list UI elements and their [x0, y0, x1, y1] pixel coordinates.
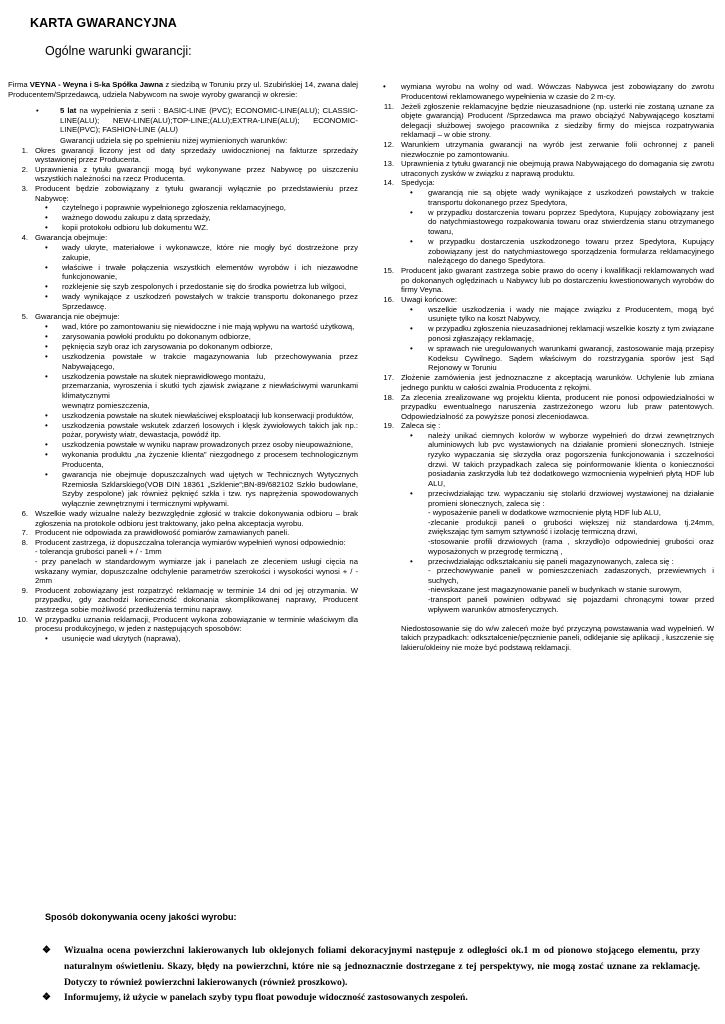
list-item: • wad, które po zamontowaniu się niewidoczne i nie mają wpływu na wartość użytkową, [35, 322, 358, 332]
diamond-bullet-icon: ❖ [42, 945, 51, 956]
item-text: Okres gwarancji liczony jest od daty sprzedaży uwidocznionej na fakturze sprzedaży wystawionej przez Producenta. [35, 145, 358, 165]
list-item: • gwarancją nie są objęte wady wynikające z uszkodzeń powstałych w trakcie transportu dokonanego przez Spedytora, [401, 188, 714, 207]
list-item: • usunięcie wad ukrytych (naprawa), [35, 634, 358, 644]
item-number: 19. [383, 421, 394, 431]
item-number: 9. [21, 585, 28, 595]
item-number: 3. [21, 183, 28, 193]
item-number: 12. [383, 140, 394, 150]
left-terms-list [8, 146, 358, 644]
sub-bullet-list [401, 431, 714, 614]
company-name: VEYNA - Weyna i S-ka Spółka Jawna [29, 80, 164, 89]
list-item: • w przypadku dostarczenia uszkodzonego towaru przez Spedytora, Kupujący zobowiązany jest do natychmiastowego sporządzenia formularza reklamacyjnego należącego do danego Spedytora. [401, 237, 714, 266]
terms-item [374, 421, 714, 652]
intro-paragraph: Firma VEYNA - Weyna i S-ka Spółka Jawna z siedzibą w Toruniu przy ul. Szubińskiej 14, zwana dalej Producentem/Sprzedawcą, udziela Nabywcom na swoje wyroby gwarancji w okresie: [8, 80, 358, 99]
list-item: • właściwe i trwałe połączenia wszystkich elementów wyrobów i ich niezawodne funkcjonowanie, [35, 263, 358, 282]
list-item: • wady wynikające z uszkodzeń powstałych w trakcie transportu dokonanego przez Sprzedawcę. [35, 292, 358, 311]
terms-item [8, 146, 358, 165]
terms-item [8, 538, 358, 586]
item-text: Jeżeli zgłoszenie reklamacyjne będzie nieuzasadnione (np. usterki nie zostaną uznane za objęte gwarancją) Producent /Sprzedawca ma prawo obciążyć Nabywającego kosztami delegacji służbowej swojego pracownika z siedziby firmy do miejsca rozpatrywania reklamacji – w obie strony. [401, 101, 714, 140]
item-text: Gwarancja nie obejmuje: [35, 312, 120, 322]
terms-item [374, 373, 714, 392]
terms-item [8, 509, 358, 528]
list-item: • kopii protokołu odbioru lub dokumentu WZ. [35, 223, 358, 233]
item-detail: - tolerancja grubości paneli + / - 1mm - przy panelach w standardowym wymiarze jak i panelach ze zleceniem usługi cięcia na wskazany wymiar, dopuszczalne odchylenie parametrów szerokości i wysokości wynosi + / - 2mm [35, 547, 358, 586]
item-number: 18. [383, 392, 394, 402]
item-text: Zaleca się : [401, 421, 441, 431]
page-title: KARTA GWARANCYJNA [30, 16, 177, 30]
item-number: 4. [21, 233, 28, 243]
conditions-intro: Gwarancji udziela się po spełnieniu niżej wymienionych warunków: [60, 135, 288, 145]
list-item: • w przypadku dostarczenia towaru poprzez Spedytora, Kupujący zobowiązany jest do natychmiastowego rozpakowania towaru oraz stwierdzenia stanu otrzymanego towaru, [401, 208, 714, 237]
sub-bullet-list [35, 203, 358, 233]
closing-note: Niedostosowanie się do w/w zaleceń może być przyczyną powstawania wad wypełnień. W takich przypadkach: odkształcenie/pęcznienie paneli, odklejanie się aplikacji , łuszczenie się lakieru/okleiny nie może być podstawą reklamacji. [401, 623, 714, 652]
item-number: 7. [21, 528, 28, 538]
left-column [8, 80, 358, 644]
item-text: Spedycja: [401, 178, 435, 188]
list-item: • w sprawach nie uregulowanych warunkami gwarancji, zastosowanie mają przepisy Kodeksu Cywilnego. Sądem właściwym do rozstrzygania sporów jest Sąd Rejonowy w Toruniu [401, 344, 714, 373]
list-item: • ważnego dowodu zakupu z datą sprzedaży, [35, 213, 358, 223]
sub-bullet-list [401, 188, 714, 266]
terms-item [374, 159, 714, 178]
item-number: 13. [383, 159, 394, 169]
sub-bullet-list [35, 322, 358, 509]
warranty-period: 5 lat [60, 106, 77, 116]
right-terms-list [374, 102, 714, 653]
item-text: Producent jako gwarant zastrzega sobie prawo do oceny i kwalifikacji reklamowanych wad po dokonanych oględzinach u Nabywcy lub po dostarczeniu kwestionowanych wyrobów do firmy Veyna. [401, 266, 714, 295]
terms-item [8, 165, 358, 184]
item-number: 5. [21, 312, 28, 322]
item-text: Uprawnienia z tytułu gwarancji mogą być wykonywane przez Nabywcę po uiszczeniu wszystkich należności na rzecz Producenta. [35, 164, 358, 184]
item-text: Warunkiem utrzymania gwarancji na wyrób jest zerwanie folii ochronnej z paneli niezwłocznie po zamontowaniu. [401, 140, 714, 159]
item-text: Uprawnienia z tytułu gwarancji nie obejmują prawa Nabywającego do domagania się zwrotu utraconych zysków w związku z naprawą produktu. [401, 159, 714, 178]
sub-bullet-list [35, 634, 358, 644]
item-text: Producent będzie zobowiązany z tytułu gwarancji wyłącznie po przedstawieniu przez Nabywcę: [35, 183, 358, 203]
terms-item [374, 295, 714, 373]
quality-rule: ❖ Informujemy, iż użycie w panelach szyby typu float powoduje widoczność zastosowanych zespoleń. [64, 990, 700, 1006]
item-text: Producent zastrzega, iż dopuszczalna tolerancja wymiarów wypełnień wynosi odpowiednio: [35, 537, 346, 547]
terms-item [8, 184, 358, 233]
item-text: Producent nie odpowiada za prawidłowość pomiarów zamawianych paneli. [35, 528, 290, 538]
list-item: • w przypadku zgłoszenia nieuzasadnionej reklamacji wszelkie koszty z tym związane ponosi zgłaszający reklamację, [401, 324, 714, 343]
list-item: • należy unikać ciemnych kolorów w wyborze wypełnień do drzwi zewnętrznych aluminiowych lub pvc wystawionych na działanie promieni słonecznych. Istnieje ryzyko wypaczania się skrzydła oraz pogorszenia funkcjonowania i szczelności drzwi. W takich przypadkach zaleca się poinformowanie klienta o konieczności posiadania zaskrzydła lub też dodatkowego wzmocnienia wypełnień płytą HDF lub ALU, [401, 431, 714, 489]
sub-bullet-list [401, 305, 714, 373]
item-number: 8. [21, 537, 28, 547]
quality-heading: Sposób dokonywania oceny jakości wyrobu: [45, 912, 237, 922]
diamond-bullet-icon: ❖ [42, 992, 51, 1003]
list-item: • pęknięcia szyb oraz ich zarysowania po dokonanym odbiorze, [35, 342, 358, 352]
list-item: • uszkodzenia powstałe wskutek zdarzeń losowych i klęsk żywiołowych takich jak np.: pożar, porywisty wiatr, dewastacja, powódź itp. [35, 421, 358, 440]
item-text: Wszelkie wady wizualne należy bezwzględnie zgłosić w trakcie dokonywania odbioru – brak zgłoszenia na protokole odbioru jest traktowany, jako pełna akceptacja wyrobu. [35, 509, 358, 528]
item-number: 14. [383, 178, 394, 188]
list-item: • czytelnego i poprawnie wypełnionego zgłoszenia reklamacyjnego, [35, 203, 358, 213]
item-number: 6. [21, 509, 28, 519]
continued-bullets [374, 82, 714, 101]
list-item: • zarysowania powłoki produktu po dokonanym odbiorze, [35, 332, 358, 342]
terms-item [8, 615, 358, 644]
list-item: • uszkodzenia powstałe w trakcie magazynowania lub przechowywania przez Nabywającego, [35, 352, 358, 371]
item-number: 2. [21, 164, 28, 174]
terms-item [8, 312, 358, 508]
item-number: 1. [21, 145, 28, 155]
item-text: Uwagi końcowe: [401, 295, 457, 305]
terms-item [8, 586, 358, 615]
item-number: 15. [383, 266, 394, 276]
product-series: na wypełnienia z serii : BASIC-LINE (PVC); ECONOMIC-LINE(ALU); CLASSIC-LINE(ALU); NEW-LINE(ALU);TOP-LINE;(ALU);EXTRA-LINE(ALU); ECONOMIC-LINE(PVC); FASHION-LINE (ALU) [60, 106, 358, 135]
list-item: • uszkodzenia powstałe na skutek nieprawidłowego montażu, przemarzania, wyroszenia i skutki tych zjawisk związane z niewłaściwymi warunkami klimatycznymi wewnątrz pomieszczenia, [35, 372, 358, 410]
list-item: • przeciwdziałając tzw. wypaczaniu się stolarki drzwiowej wystawionej na działanie promieni słonecznych, zaleca się : - wyposażenie paneli w dodatkowe wzmocnienie płytą HDF lub ALU, -zlecanie produkcji paneli o grubości większej niż standardowa tj.24mm, zwiększając tym samym sztywność i izolację termiczną drzwi, -stosowanie profili drzwiowych (rama , skrzydło)o odpowiedniej grubości oraz wyposażonych w przegrodę termiczną , [401, 489, 714, 556]
item-number: 10. [17, 614, 28, 624]
list-item: • rozklejenie się szyb zespolonych i przedostanie się do środka powietrza lub wilgoci, [35, 282, 358, 292]
terms-item [374, 393, 714, 422]
quality-rule: ❖ Wizualna ocena powierzchni lakierowanych lub oklejonych foliami dekoracyjnymi następuje z odległości ok.1 m od pionowo stojącego elementu, przy naturalnym oświetleniu. Skazy, błędy na powierzchni, które nie są jednoznacznie dostrzegane z tej perspektywy, nie mogą zostać uznane za reklamację. Dotyczy to również powierzchni lakierowanych (również proszkowo). [42, 945, 700, 988]
list-item: • gwarancja nie obejmuje dopuszczalnych wad ujętych w Technicznych Wytycznych Rzemiosła Szklarskiego(VOB DIN 18361 „Szklenie”;BN-89/682102 Szkło budowlane, Szyby zespolone) jak również pęknięć szkła i tzw. rys naprężenia spowodowanych wyłącznie zewnętrznymi i termicznymi wpływami. [35, 470, 358, 508]
list-item: • przeciwdziałając odkształcaniu się paneli magazynowanych, zaleca się : - przechowywanie paneli w pomieszczeniach zadaszonych, przewiewnych i suchych, -niewskazane jest magazynowanie paneli w budynkach w stanie surowym, -transport paneli powinien odbywać się pojazdami chronącymi towar przed wpływem warunków atmosferycznych. [401, 557, 714, 615]
item-number: 17. [383, 373, 394, 383]
item-text: Złożenie zamówienia jest jednoznaczne z akceptacją warunków. Uchylenie lub zmiana jednego punktu w całości zwalnia Producenta z rękojmi. [401, 373, 714, 392]
item-text: Gwarancja obejmuje: [35, 233, 108, 243]
page-subtitle: Ogólne warunki gwarancji: [45, 44, 192, 58]
terms-item [374, 178, 714, 265]
item-number: 16. [383, 295, 394, 305]
item-number: 11. [383, 101, 394, 111]
terms-item [8, 528, 358, 538]
list-item: • wykonania produktu „na życzenie klienta” niezgodnego z procesem technologicznym Producenta, [35, 450, 358, 469]
terms-item [8, 233, 358, 311]
list-item: • uszkodzenia powstałe na skutek niewłaściwej eksploatacji lub konserwacji produktów, [35, 411, 358, 421]
list-item: • wszelkie uszkodzenia i wady nie mające związku z Producentem, mogą być usunięte tylko na koszt Nabywcy, [401, 305, 714, 324]
terms-item [374, 266, 714, 295]
list-item: • wady ukryte, materiałowe i wykonawcze, które nie mogły być dostrzeżone przy zakupie, [35, 243, 358, 262]
item-text: Za zlecenia zrealizowane wg projektu klienta, producent nie ponosi odpowiedzialności w przypadku ewentualnego naruszenia zastrzeżonego wzoru lub praw patentowych. Odpowiedzialność za powyższe ponosi zleceniodawca. [401, 392, 714, 421]
sub-bullet-list [35, 243, 358, 312]
item-text: Producent zobowiązany jest rozpatrzyć reklamację w terminie 14 dni od jej otrzymania. W przypadku, gdy zachodzi konieczność dokonania skomplikowanej naprawy, Producent zastrzega sobie możliwość przedłużenia terminu naprawy. [35, 585, 358, 614]
list-item: • uszkodzenia powstałe w wyniku napraw prowadzonych przez osoby nieupoważnione, [35, 440, 358, 450]
warranty-period-item [8, 106, 358, 135]
terms-item [374, 140, 714, 159]
right-column [374, 82, 714, 652]
terms-item [374, 102, 714, 140]
list-item: • wymiana wyrobu na wolny od wad. Wówczas Nabywca jest zobowiązany do zwrotu Producentowi reklamowanego wypełnienia w czasie do 2 m-cy. [374, 82, 714, 101]
item-text: W przypadku uznania reklamacji, Producent wykona zobowiązanie w terminie właściwym dla procesu produkcyjnego, w jeden z następujących sposobów: [35, 614, 358, 634]
